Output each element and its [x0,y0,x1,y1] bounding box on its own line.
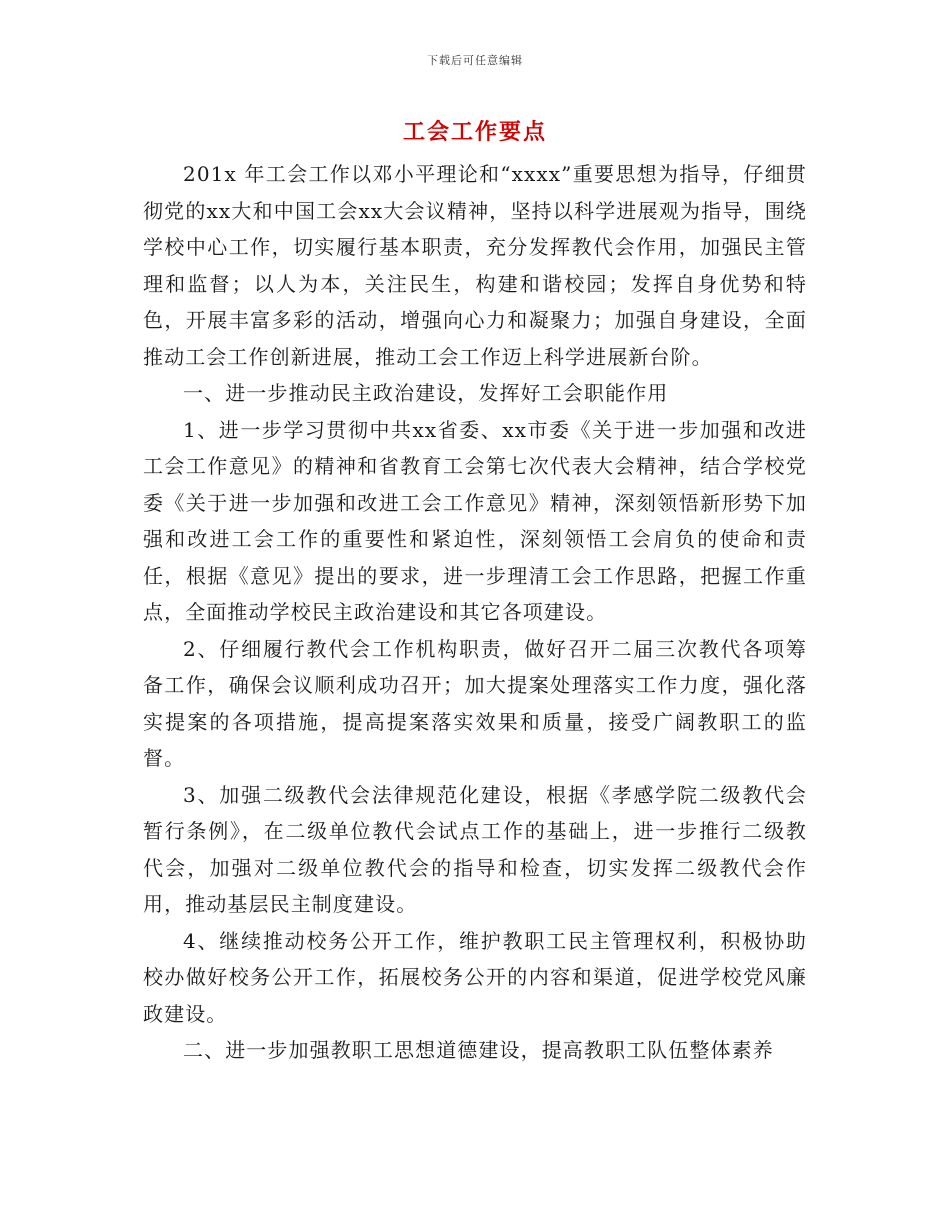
paragraph-item-3: 3、加强二级教代会法律规范化建设，根据《孝感学院二级教代会暂行条例》，在二级单位教代会试点工作的基础上，进一步推行二级教代会，加强对二级单位教代会的指导和检查，切实发挥二级教代会作用，推动基层民主制度建设。 [143,782,807,916]
page-header-note: 下载后可任意编辑 [427,54,523,67]
document-title: 工会工作要点 [402,119,547,145]
paragraph-intro: 201x 年工会工作以邓小平理论和“xxxx”重要思想为指导，仔细贯彻党的xx大和中国工会xx大会议精神，坚持以科学进展观为指导，围绕学校中心工作，切实履行基本职责，充分发挥教代会作用，加强民主管理和监督；以人为本，关注民生，构建和谐校园；发挥自身优势和特色，开展丰富多彩的活动，增强向心力和凝聚力；加强自身建设，全面推动工会工作创新进展，推动工会工作迈上科学进展新台阶。 [143,162,807,369]
paragraph-item-2: 2、仔细履行教代会工作机构职责，做好召开二届三次教代各项筹备工作，确保会议顺利成功召开；加大提案处理落实工作力度，强化落实提案的各项措施，提高提案落实效果和质量，接受广阔教职工的监督。 [143,636,807,770]
paragraph-item-1: 1、进一步学习贯彻中共xx省委、xx市委《关于进一步加强和改进工会工作意见》的精神和省教育工会第七次代表大会精神，结合学校党委《关于进一步加强和改进工会工作意见》精神，深刻领悟新形势下加强和改进工会工作的重要性和紧迫性，深刻领悟工会肩负的使命和责任，根据《意见》提出的要求，进一步理清工会工作思路，把握工作重点，全面推动学校民主政治建设和其它各项建设。 [143,417,807,624]
paragraph-item-4: 4、继续推动校务公开工作，维护教职工民主管理权利，积极协助校办做好校务公开工作，拓展校务公开的内容和渠道，促进学校党风廉政建设。 [143,928,807,1026]
section-heading-1: 一、进一步推动民主政治建设，发挥好工会职能作用 [183,381,669,405]
section-heading-2: 二、进一步加强教职工思想道德建设，提高教职工队伍整体素养 [183,1038,774,1062]
document-body [143,156,807,1069]
